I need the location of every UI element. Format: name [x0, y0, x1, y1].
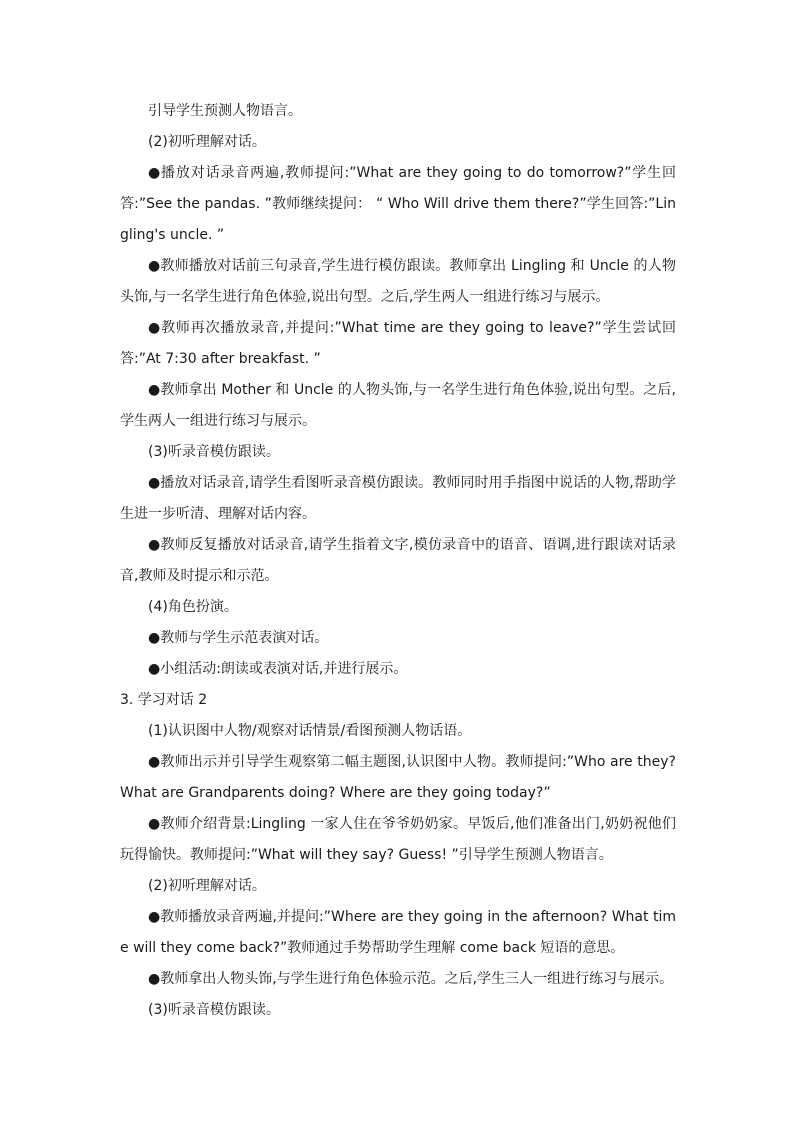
paragraph: ●教师拿出人物头饰,与学生进行角色体验示范。之后,学生三人一组进行练习与展示。 [148, 971, 674, 987]
paragraph: ●播放对话录音两遍,教师提问:”What are they going to do tomorrow?”学生回答:”See the pandas. ”教师继续提问： “ Who Will drive them there?”学生回答:”Lingling's uncle. ” [120, 165, 676, 243]
paragraph: (4)角色扮演。 [148, 599, 238, 615]
paragraph: ●教师反复播放对话录音,请学生指着文字,模仿录音中的语音、语调,进行跟读对话录音,教师及时提示和示范。 [120, 537, 676, 584]
paragraph: (3)听录音模仿跟读。 [148, 444, 280, 460]
paragraph: ●播放对话录音,请学生看图听录音模仿跟读。教师同时用手指图中说话的人物,帮助学生进一步听清、理解对话内容。 [120, 475, 676, 522]
paragraph: 引导学生预测人物语言。 [148, 103, 302, 119]
paragraph: ●教师播放录音两遍,并提问:”Where are they going in the afternoon? What time will they come back?”教师通过手势帮助学生理解 come back 短语的意思。 [120, 909, 676, 956]
document-body [120, 96, 676, 1026]
section-heading: 3. 学习对话 2 [120, 692, 208, 708]
paragraph: ●教师拿出 Mother 和 Uncle 的人物头饰,与一名学生进行角色体验,说出句型。之后,学生两人一组进行练习与展示。 [120, 382, 676, 429]
paragraph: ●教师再次播放录音,并提问:”What time are they going to leave?”学生尝试回答:”At 7:30 after breakfast. ” [120, 320, 676, 367]
paragraph: (2)初听理解对话。 [148, 878, 266, 894]
paragraph: ●教师与学生示范表演对话。 [148, 630, 329, 646]
paragraph: ●小组活动:朗读或表演对话,并进行展示。 [148, 661, 408, 677]
paragraph: (1)认识图中人物/观察对话情景/看图预测人物话语。 [148, 723, 472, 739]
paragraph: (3)听录音模仿跟读。 [148, 1002, 280, 1018]
paragraph: ●教师出示并引导学生观察第二幅主题图,认识图中人物。教师提问:”Who are they? What are Grandparents doing? Where are they going today?” [120, 754, 676, 801]
paragraph: ●教师介绍背景:Lingling 一家人住在爷爷奶奶家。早饭后,他们准备出门,奶奶祝他们玩得愉快。教师提问:”What will they say? Guess! ”引导学生预测人物语言。 [120, 816, 676, 863]
paragraph: ●教师播放对话前三句录音,学生进行模仿跟读。教师拿出 Lingling 和 Uncle 的人物头饰,与一名学生进行角色体验,说出句型。之后,学生两人一组进行练习与展示。 [120, 258, 676, 305]
paragraph: (2)初听理解对话。 [148, 134, 266, 150]
